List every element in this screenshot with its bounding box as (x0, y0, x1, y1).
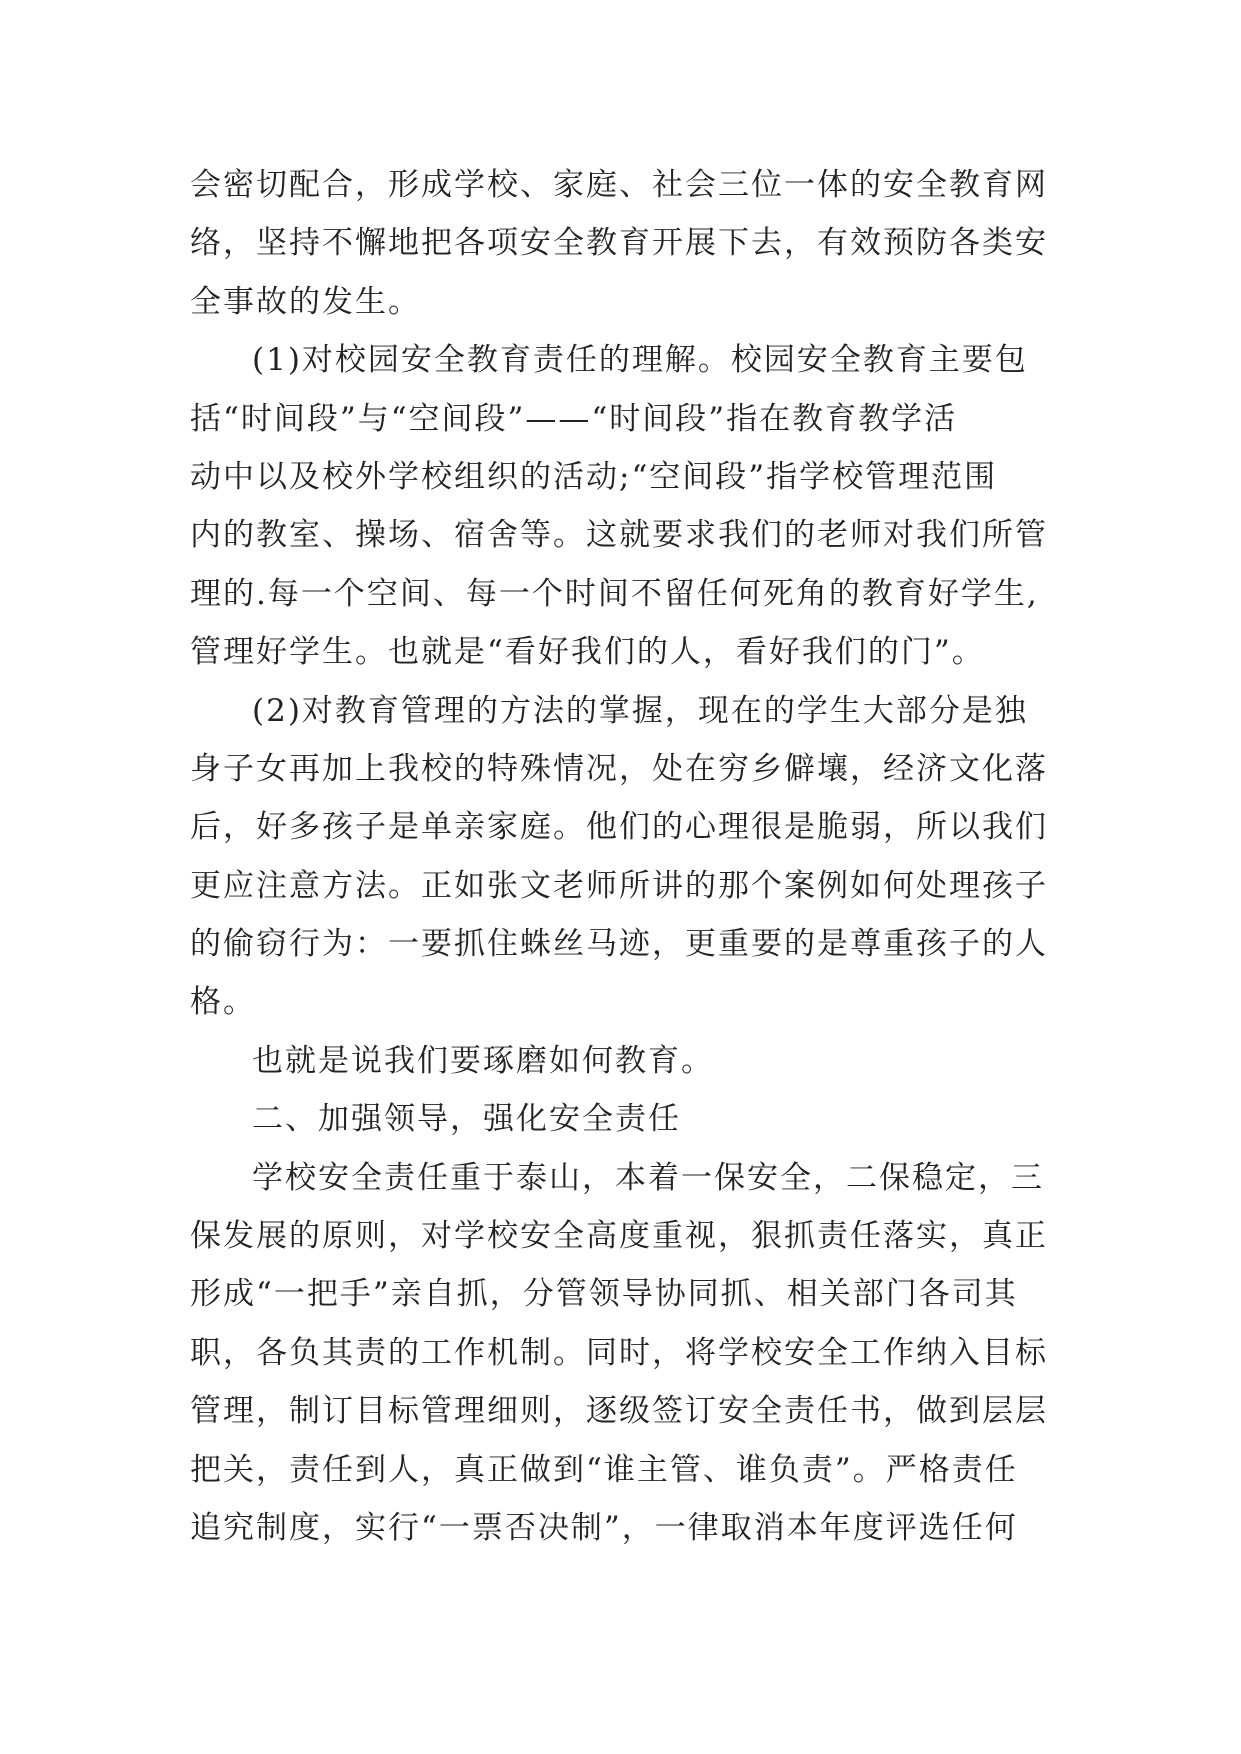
text-line: 身子女再加上我校的特殊情况，处在穷乡僻壤，经济文化落 (190, 750, 1048, 787)
text-line: 的偷窃行为：一要抓住蛛丝马迹，更重要的是尊重孩子的人 (190, 926, 1048, 963)
paragraph-start-line: (2)对教育管理的方法的掌握，现在的学生大部分是独 (252, 692, 1028, 729)
text-line: 格。 (190, 984, 256, 1021)
text-line: 络，坚持不懈地把各项安全教育开展下去，有效预防各类安 (190, 225, 1048, 262)
text-line: 理的.每一个空间、每一个时间不留任何死角的教育好学生, (190, 575, 1039, 612)
body-text (190, 156, 1050, 1557)
text-line: 职，各负其责的工作机制。同时，将学校安全工作纳入目标 (190, 1334, 1048, 1371)
paragraph-start-line: 学校安全责任重于泰山，本着一保安全，二保稳定，三 (252, 1159, 1044, 1196)
section-heading: 二、加强领导，强化安全责任 (252, 1101, 681, 1138)
text-line: 会密切配合，形成学校、家庭、社会三位一体的安全教育网 (190, 167, 1048, 203)
text-line: 形成“一把手”亲自抓，分管领导协同抓、相关部门各司其 (190, 1276, 1018, 1313)
text-line: 括“时间段”与“空间段”——“时间段”指在教育教学活 (190, 400, 958, 437)
text-line: 保发展的原则，对学校安全高度重视，狠抓责任落实，真正 (190, 1218, 1048, 1255)
text-line: 管理，制订目标管理细则，逐级签订安全责任书，做到层层 (190, 1393, 1048, 1430)
text-line: 把关，责任到人，真正做到“谁主管、谁负责”。严格责任 (190, 1451, 1018, 1488)
text-line: 后，好多孩子是单亲家庭。他们的心理很是脆弱，所以我们 (190, 809, 1048, 846)
text-line: 全事故的发生。 (190, 283, 421, 320)
paragraph-start-line: (1)对校园安全教育责任的理解。校园安全教育主要包 (252, 342, 1028, 379)
text-line: 内的教室、操场、宿舍等。这就要求我们的老师对我们所管 (190, 517, 1048, 554)
text-line: 管理好学生。也就是“看好我们的人，看好我们的门”。 (190, 634, 985, 671)
text-line: 追究制度，实行“一票否决制”，一律取消本年度评选任何 (190, 1509, 1018, 1546)
text-line: 更应注意方法。正如张文老师所讲的那个案例如何处理孩子 (190, 867, 1048, 904)
text-line: 动中以及校外学校组织的活动;“空间段”指学校管理范围 (190, 458, 998, 495)
paragraph-start-line: 也就是说我们要琢磨如何教育。 (252, 1042, 714, 1079)
